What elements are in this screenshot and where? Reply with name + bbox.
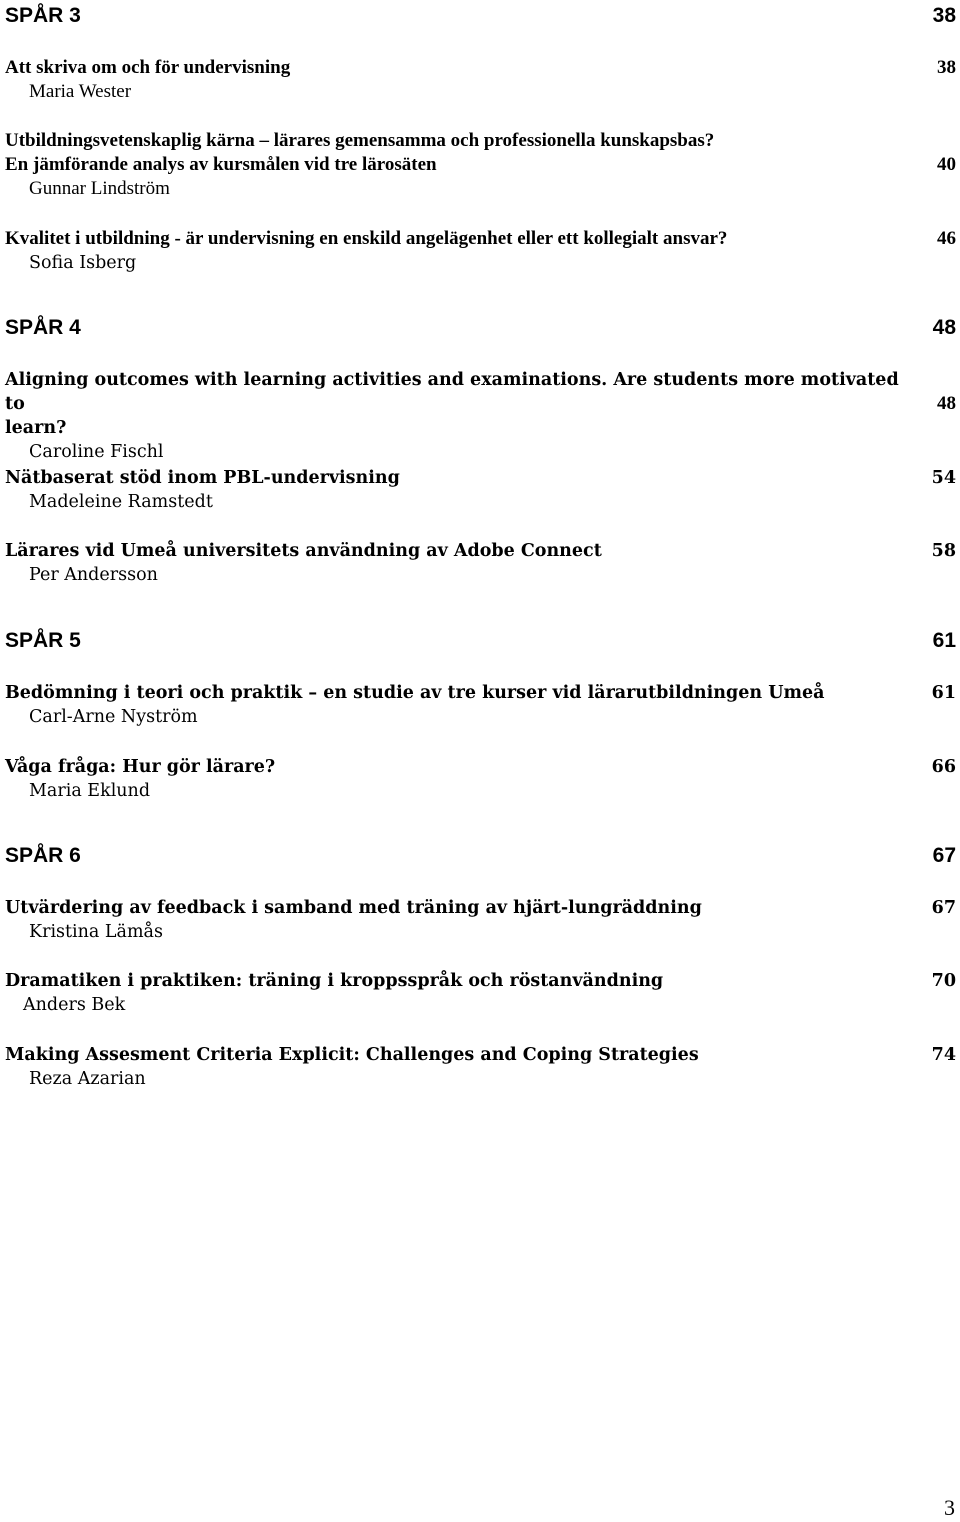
entry-author: Madeleine Ramstedt bbox=[29, 492, 213, 512]
section-page: 48 bbox=[932, 316, 956, 339]
entry-page: 74 bbox=[931, 1045, 956, 1065]
toc-entry[interactable] bbox=[5, 466, 956, 514]
page-number: 3 bbox=[944, 1495, 955, 1520]
entry-page: 48 bbox=[937, 393, 956, 414]
entry-title: Dramatiken i praktiken: träning i kroppsspråk och röstanvändning bbox=[5, 971, 664, 991]
section-title: SPÅR 5 bbox=[5, 629, 81, 652]
toc-entry[interactable] bbox=[5, 368, 956, 464]
entry-page: 58 bbox=[931, 541, 956, 561]
entry-author: Gunnar Lindström bbox=[29, 178, 170, 199]
entry-author: Carl-Arne Nyström bbox=[29, 707, 198, 727]
entry-title: Nätbaserat stöd inom PBL-undervisning bbox=[5, 468, 400, 488]
toc-entry[interactable] bbox=[5, 129, 956, 201]
entry-page: 70 bbox=[931, 971, 956, 991]
entry-title: Våga fråga: Hur gör lärare? bbox=[5, 757, 276, 777]
section-heading-spar-3 bbox=[5, 3, 956, 29]
entry-title: Lärares vid Umeå universitets användning av Adobe Connect bbox=[5, 541, 602, 561]
toc-entry[interactable] bbox=[5, 227, 956, 275]
entry-page: 67 bbox=[931, 898, 956, 918]
entry-title: Utvärdering av feedback i samband med träning av hjärt-lungräddning bbox=[5, 898, 702, 918]
entry-page: 46 bbox=[937, 228, 956, 249]
entry-author: Maria Eklund bbox=[29, 781, 151, 801]
section-heading-spar-5 bbox=[5, 628, 956, 654]
entry-page: 66 bbox=[931, 757, 956, 777]
toc-entry[interactable] bbox=[5, 681, 956, 729]
section-title: SPÅR 6 bbox=[5, 844, 81, 867]
section-heading-spar-4 bbox=[5, 315, 956, 341]
entry-title: Utbildningsvetenskaplig kärna – lärares gemensamma och professionella kunskapsbas? En jämförande analys av kursmålen vid tre lärosäten bbox=[5, 130, 715, 175]
entry-author: Kristina Lämås bbox=[29, 922, 163, 942]
toc-entry[interactable] bbox=[5, 56, 956, 104]
section-page: 38 bbox=[932, 4, 956, 27]
section-page: 61 bbox=[932, 629, 956, 652]
section-title: SPÅR 3 bbox=[5, 4, 81, 27]
toc-entry[interactable] bbox=[5, 1043, 956, 1091]
entry-page: 54 bbox=[931, 468, 956, 488]
toc-entry[interactable] bbox=[5, 969, 956, 1017]
toc-entry[interactable] bbox=[5, 755, 956, 803]
entry-title: Aligning outcomes with learning activities and examinations. Are students more motivated to learn? bbox=[5, 370, 899, 438]
section-page: 67 bbox=[932, 844, 956, 867]
entry-page: 40 bbox=[937, 154, 956, 175]
entry-title: Bedömning i teori och praktik – en studie av tre kurser vid lärarutbildningen Umeå bbox=[5, 683, 825, 703]
section-title: SPÅR 4 bbox=[5, 316, 81, 339]
entry-author: Anders Bek bbox=[23, 995, 126, 1015]
entry-page: 61 bbox=[931, 683, 956, 703]
entry-title: Making Assesment Criteria Explicit: Challenges and Coping Strategies bbox=[5, 1045, 699, 1065]
entry-author: Caroline Fischl bbox=[29, 442, 164, 462]
entry-title: Att skriva om och för undervisning bbox=[5, 57, 291, 78]
entry-author: Per Andersson bbox=[29, 565, 158, 585]
entry-author: Maria Wester bbox=[29, 81, 132, 102]
entry-author: Reza Azarian bbox=[29, 1069, 146, 1089]
entry-page: 38 bbox=[937, 57, 956, 78]
toc-entry[interactable] bbox=[5, 539, 956, 587]
entry-author: Sofia Isberg bbox=[29, 253, 137, 273]
entry-title: Kvalitet i utbildning - är undervisning en enskild angelägenhet eller ett kollegialt ansvar? bbox=[5, 228, 728, 249]
toc-entry[interactable] bbox=[5, 896, 956, 944]
section-heading-spar-6 bbox=[5, 843, 956, 869]
